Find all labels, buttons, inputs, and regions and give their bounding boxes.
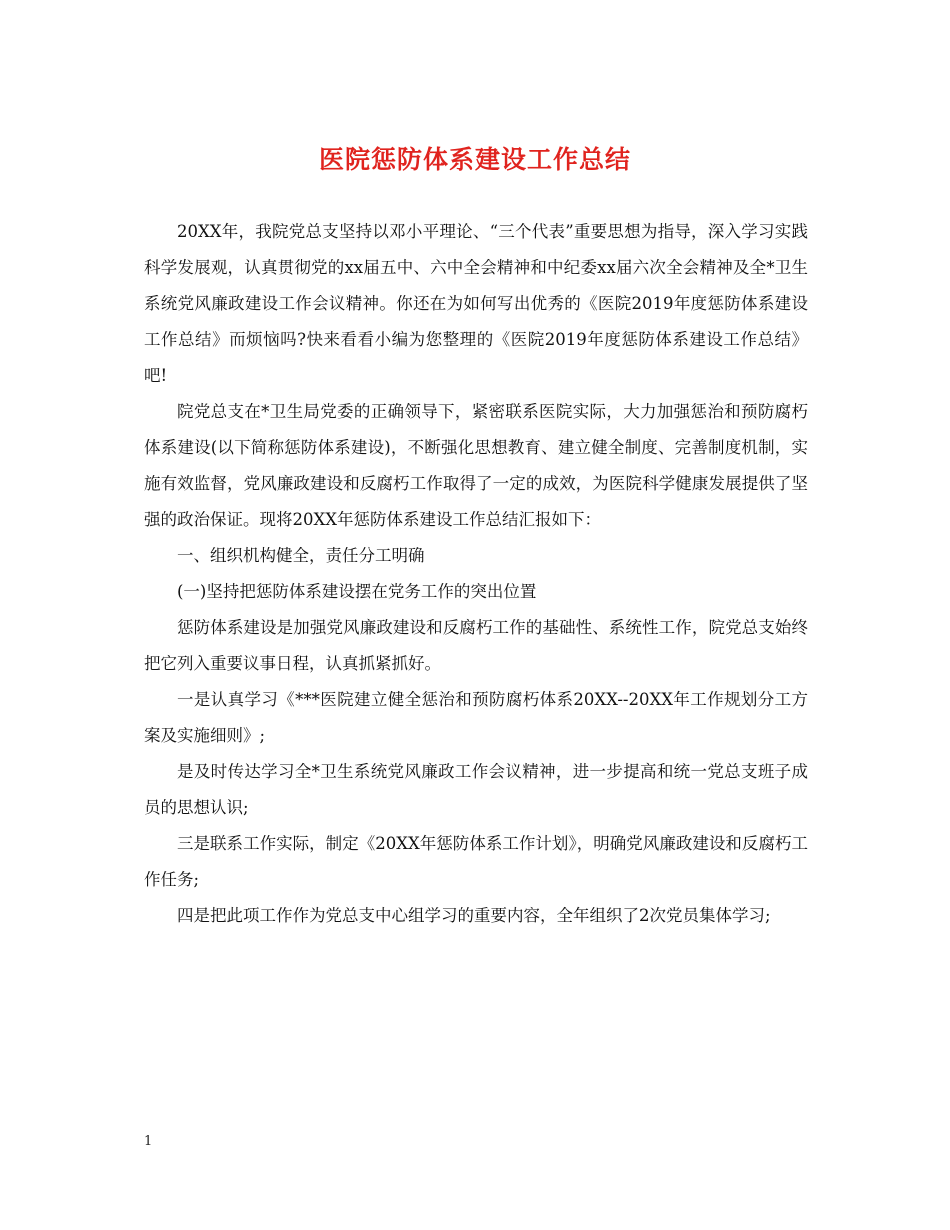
subsection-heading-1: (一)坚持把惩防体系建设摆在党务工作的突出位置 — [177, 582, 537, 601]
list-item-fourth: 四是把此项工作作为党总支中心组学习的重要内容，全年组织了2次党员集体学习; — [177, 906, 771, 925]
page-number: 1 — [144, 1134, 153, 1149]
list-item-second: 是及时传达学习全*卫生系统党风廉政工作会议精神，进一步提高和统一党总支班子成员的思想认识; — [144, 762, 808, 817]
paragraph-intro: 20XX年，我院党总支坚持以邓小平理论、“三个代表”重要思想为指导，深入学习实践科学发展观，认真贯彻党的xx届五中、六中全会精神和中纪委xx届六次全会精神及全*卫生系统党风廉政建设工作会议精神。你还在为如何写出优秀的《医院2019年度惩防体系建设工作总结》而烦恼吗?快来看看小编为您整理的《医院2019年度惩防体系建设工作总结》吧! — [144, 222, 808, 385]
section-heading-1: 一、组织机构健全，责任分工明确 — [177, 546, 425, 565]
list-item-third: 三是联系工作实际，制定《20XX年惩防体系工作计划》，明确党风廉政建设和反腐朽工作任务; — [144, 834, 808, 889]
paragraph-foundation: 惩防体系建设是加强党风廉政建设和反腐朽工作的基础性、系统性工作，院党总支始终把它列入重要议事日程，认真抓紧抓好。 — [144, 618, 808, 673]
document-title: 医院惩防体系建设工作总结 — [318, 145, 631, 174]
paragraph-overview: 院党总支在*卫生局党委的正确领导下，紧密联系医院实际，大力加强惩治和预防腐朽体系建设(以下简称惩防体系建设)，不断强化思想教育、建立健全制度、完善制度机制，实施有效监督，党风廉政建设和反腐朽工作取得了一定的成效，为医院科学健康发展提供了坚强的政治保证。现将20XX年惩防体系建设工作总结汇报如下： — [144, 402, 808, 529]
document-body — [144, 214, 808, 934]
list-item-first: 一是认真学习《***医院建立健全惩治和预防腐朽体系20XX--20XX年工作规划分工方案及实施细则》; — [144, 690, 808, 745]
